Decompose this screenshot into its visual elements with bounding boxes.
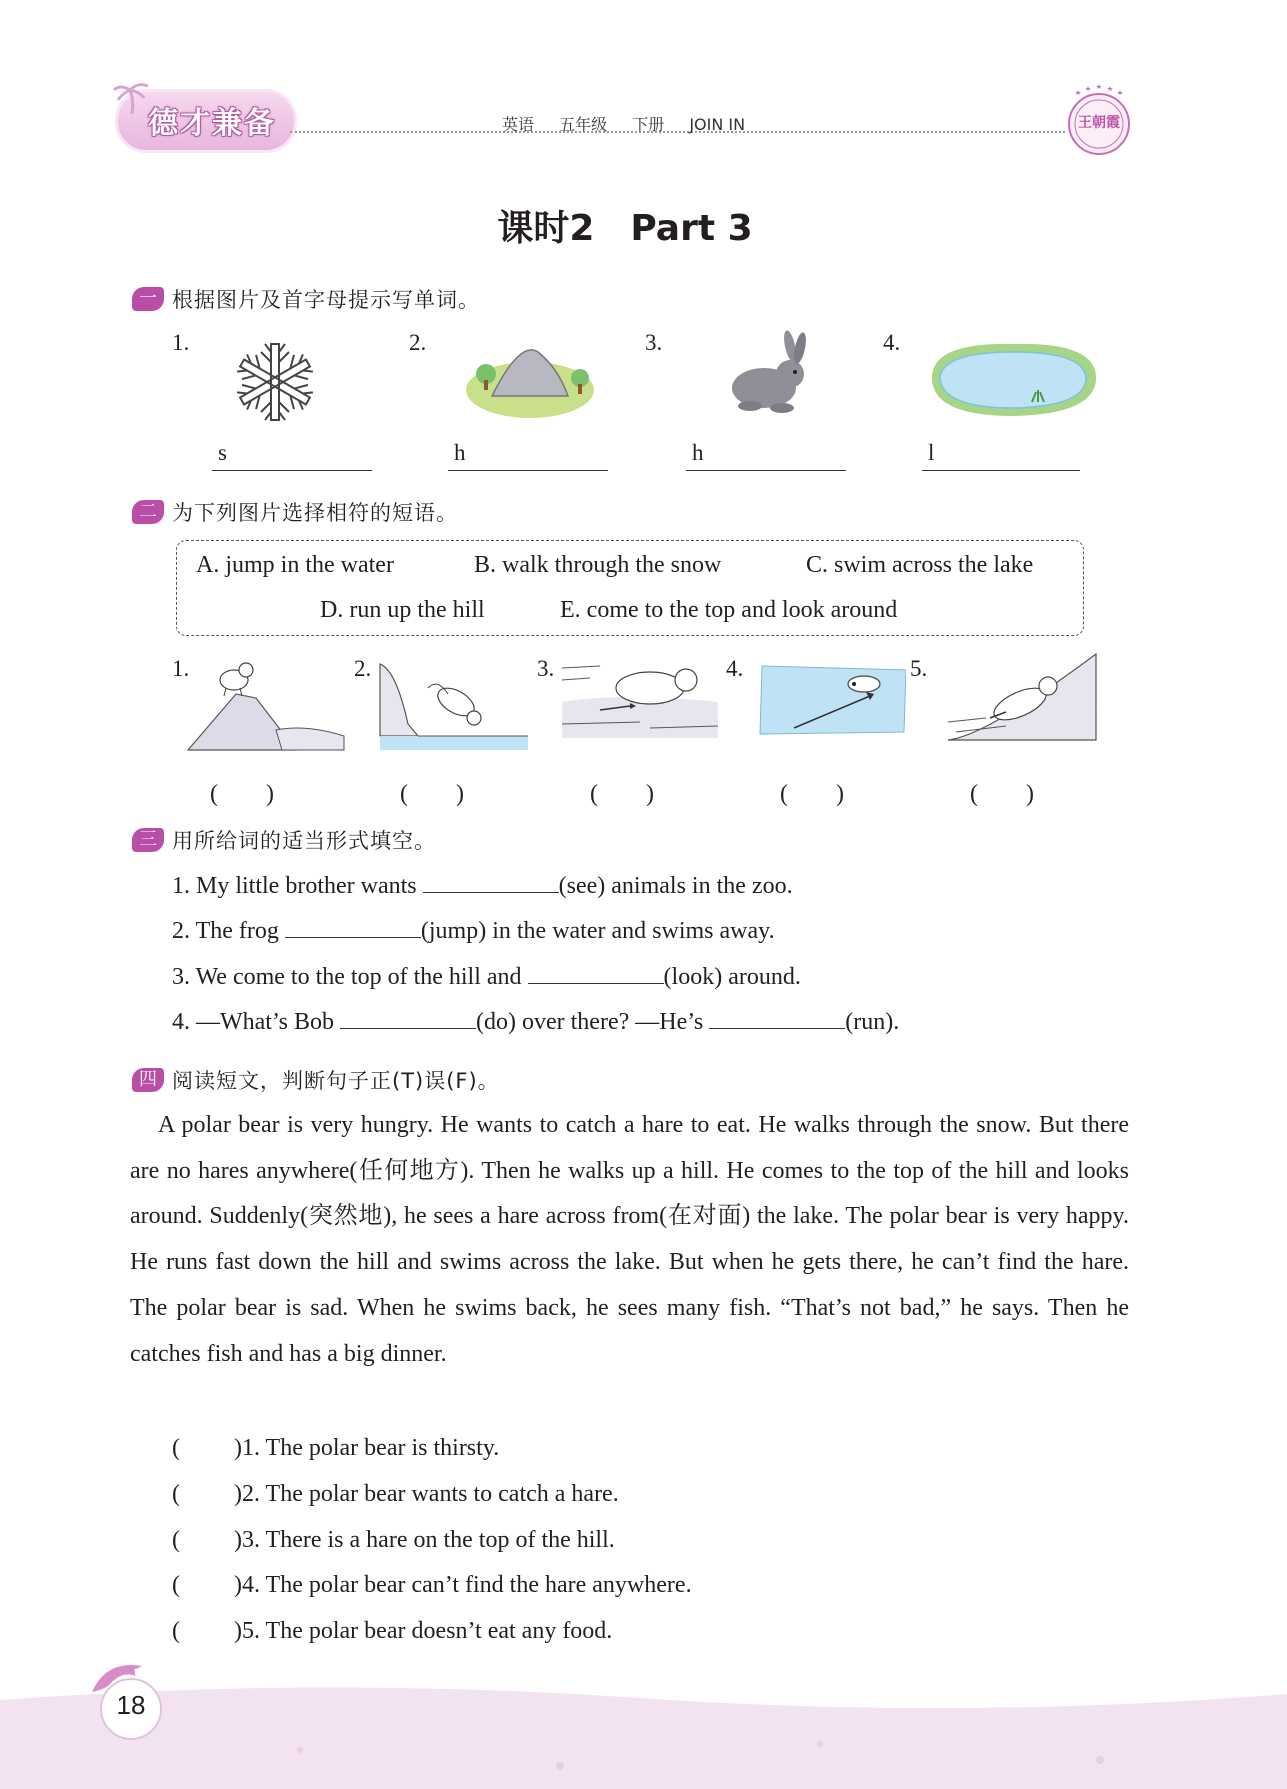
header-volume: 下册 [632,115,665,134]
answer-paren[interactable]: ( ) [970,781,1034,807]
hint-letter: s [218,440,227,465]
answer-paren[interactable]: ( ) [172,1572,242,1598]
item-number: 4. [726,656,744,681]
section2-header [132,497,458,527]
tf-statement: ( )4. The polar bear can’t find the hare anywhere. [172,1572,692,1598]
bear-on-hilltop-picture [186,654,346,752]
snowflake-icon [222,336,328,428]
answer-paren[interactable]: ( ) [172,1618,242,1644]
section-instruction: 为下列图片选择相符的短语。 [172,501,458,525]
item-number: 2. [409,330,427,355]
header-meta [502,112,765,135]
item-number: 2. [354,656,372,681]
answer-paren[interactable]: ( ) [172,1527,242,1553]
answer-blank[interactable] [448,440,608,471]
hare-picture [720,330,818,416]
answer-blank[interactable] [922,440,1080,471]
item-number: 4. [883,330,901,355]
lake-picture [924,336,1102,420]
fill-sentence: 4. —What’s Bob (do) over there? —He’s (run). [172,1006,899,1036]
tf-statement: ( )2. The polar bear wants to catch a hare. [172,1481,619,1507]
footer-wave [0,1680,1287,1789]
page-number: 18 [116,1690,146,1720]
answer-blank[interactable] [423,870,559,893]
item-number: 3. [537,656,555,681]
tf-statement: ( )5. The polar bear doesn’t eat any food. [172,1618,613,1644]
palm-tree-icon [112,80,152,116]
page-title: 课时2 Part 3 [497,208,753,249]
section-instruction: 根据图片及首字母提示写单词。 [172,288,480,312]
bear-jumping-picture [378,654,530,752]
section-number: 三 [132,828,164,852]
answer-paren[interactable]: ( ) [400,781,464,807]
phrase-option: A. jump in the water [196,552,394,578]
section1-header [132,284,480,314]
section-instruction: 阅读短文，判断句子正(T)误(F)。 [172,1069,500,1093]
header-grade: 五年级 [559,115,608,134]
section-instruction: 用所给词的适当形式填空。 [172,829,436,853]
item-number: 1. [172,656,190,681]
bear-running-up-hill-picture [946,652,1098,742]
section3-header [132,825,436,855]
item-number: 1. [172,330,190,355]
header-subject: 英语 [502,115,535,134]
header-edition: JOIN IN [689,115,746,134]
answer-blank[interactable] [285,915,421,938]
bear-swimming-picture [758,662,906,736]
fill-sentence: 1. My little brother wants (see) animals in the zoo. [172,870,793,900]
answer-paren[interactable]: ( ) [172,1435,242,1461]
fill-sentence: 3. We come to the top of the hill and (look) around. [172,961,801,991]
brand-text: 德才兼备 [148,106,276,141]
section-number: 四 [132,1068,164,1092]
hill-picture [464,334,596,420]
item-number: 5. [910,656,928,681]
section-number: 一 [132,287,164,311]
answer-paren[interactable]: ( ) [590,781,654,807]
answer-paren[interactable]: ( ) [210,781,274,807]
section4-header [132,1065,500,1095]
tf-statement: ( )1. The polar bear is thirsty. [172,1435,500,1461]
hint-letter: h [692,440,704,465]
section-number: 二 [132,500,164,524]
phrase-option: B. walk through the snow [474,552,722,578]
seal-name: 王朝霞 [1078,115,1120,131]
answer-blank[interactable] [686,440,846,471]
phrase-option: C. swim across the lake [806,552,1034,578]
reading-passage: A polar bear is very hungry. He wants to catch a hare to eat. He walks through the snow. But there are no hares anywhere(任何地方). Then he walks up a hill. He comes to the top of the hill and looks around. Suddenly(突然地), he sees a hare across from(在对面) the lake. The polar bear is very happy. He runs fast down the hill and swims across the lake. But when he gets there, he can’t find the hare. The polar bear is sad. When he swims back, he sees many fish. “That’s not bad,” he says. Then he catches fish and has a big dinner. [130,1112,1129,1367]
fill-sentence: 2. The frog (jump) in the water and swims away. [172,915,775,945]
hint-letter: l [928,440,935,465]
phrase-option: E. come to the top and look around [560,597,898,623]
answer-paren[interactable]: ( ) [780,781,844,807]
bear-walking-picture [560,654,720,738]
hint-letter: h [454,440,466,465]
item-number: 3. [645,330,663,355]
answer-blank[interactable] [212,440,372,471]
phrase-option: D. run up the hill [320,597,485,623]
answer-blank[interactable] [528,961,664,984]
tf-statement: ( )3. There is a hare on the top of the hill. [172,1527,615,1553]
answer-paren[interactable]: ( ) [172,1481,242,1507]
answer-blank[interactable] [340,1006,476,1029]
answer-blank[interactable] [709,1006,845,1029]
